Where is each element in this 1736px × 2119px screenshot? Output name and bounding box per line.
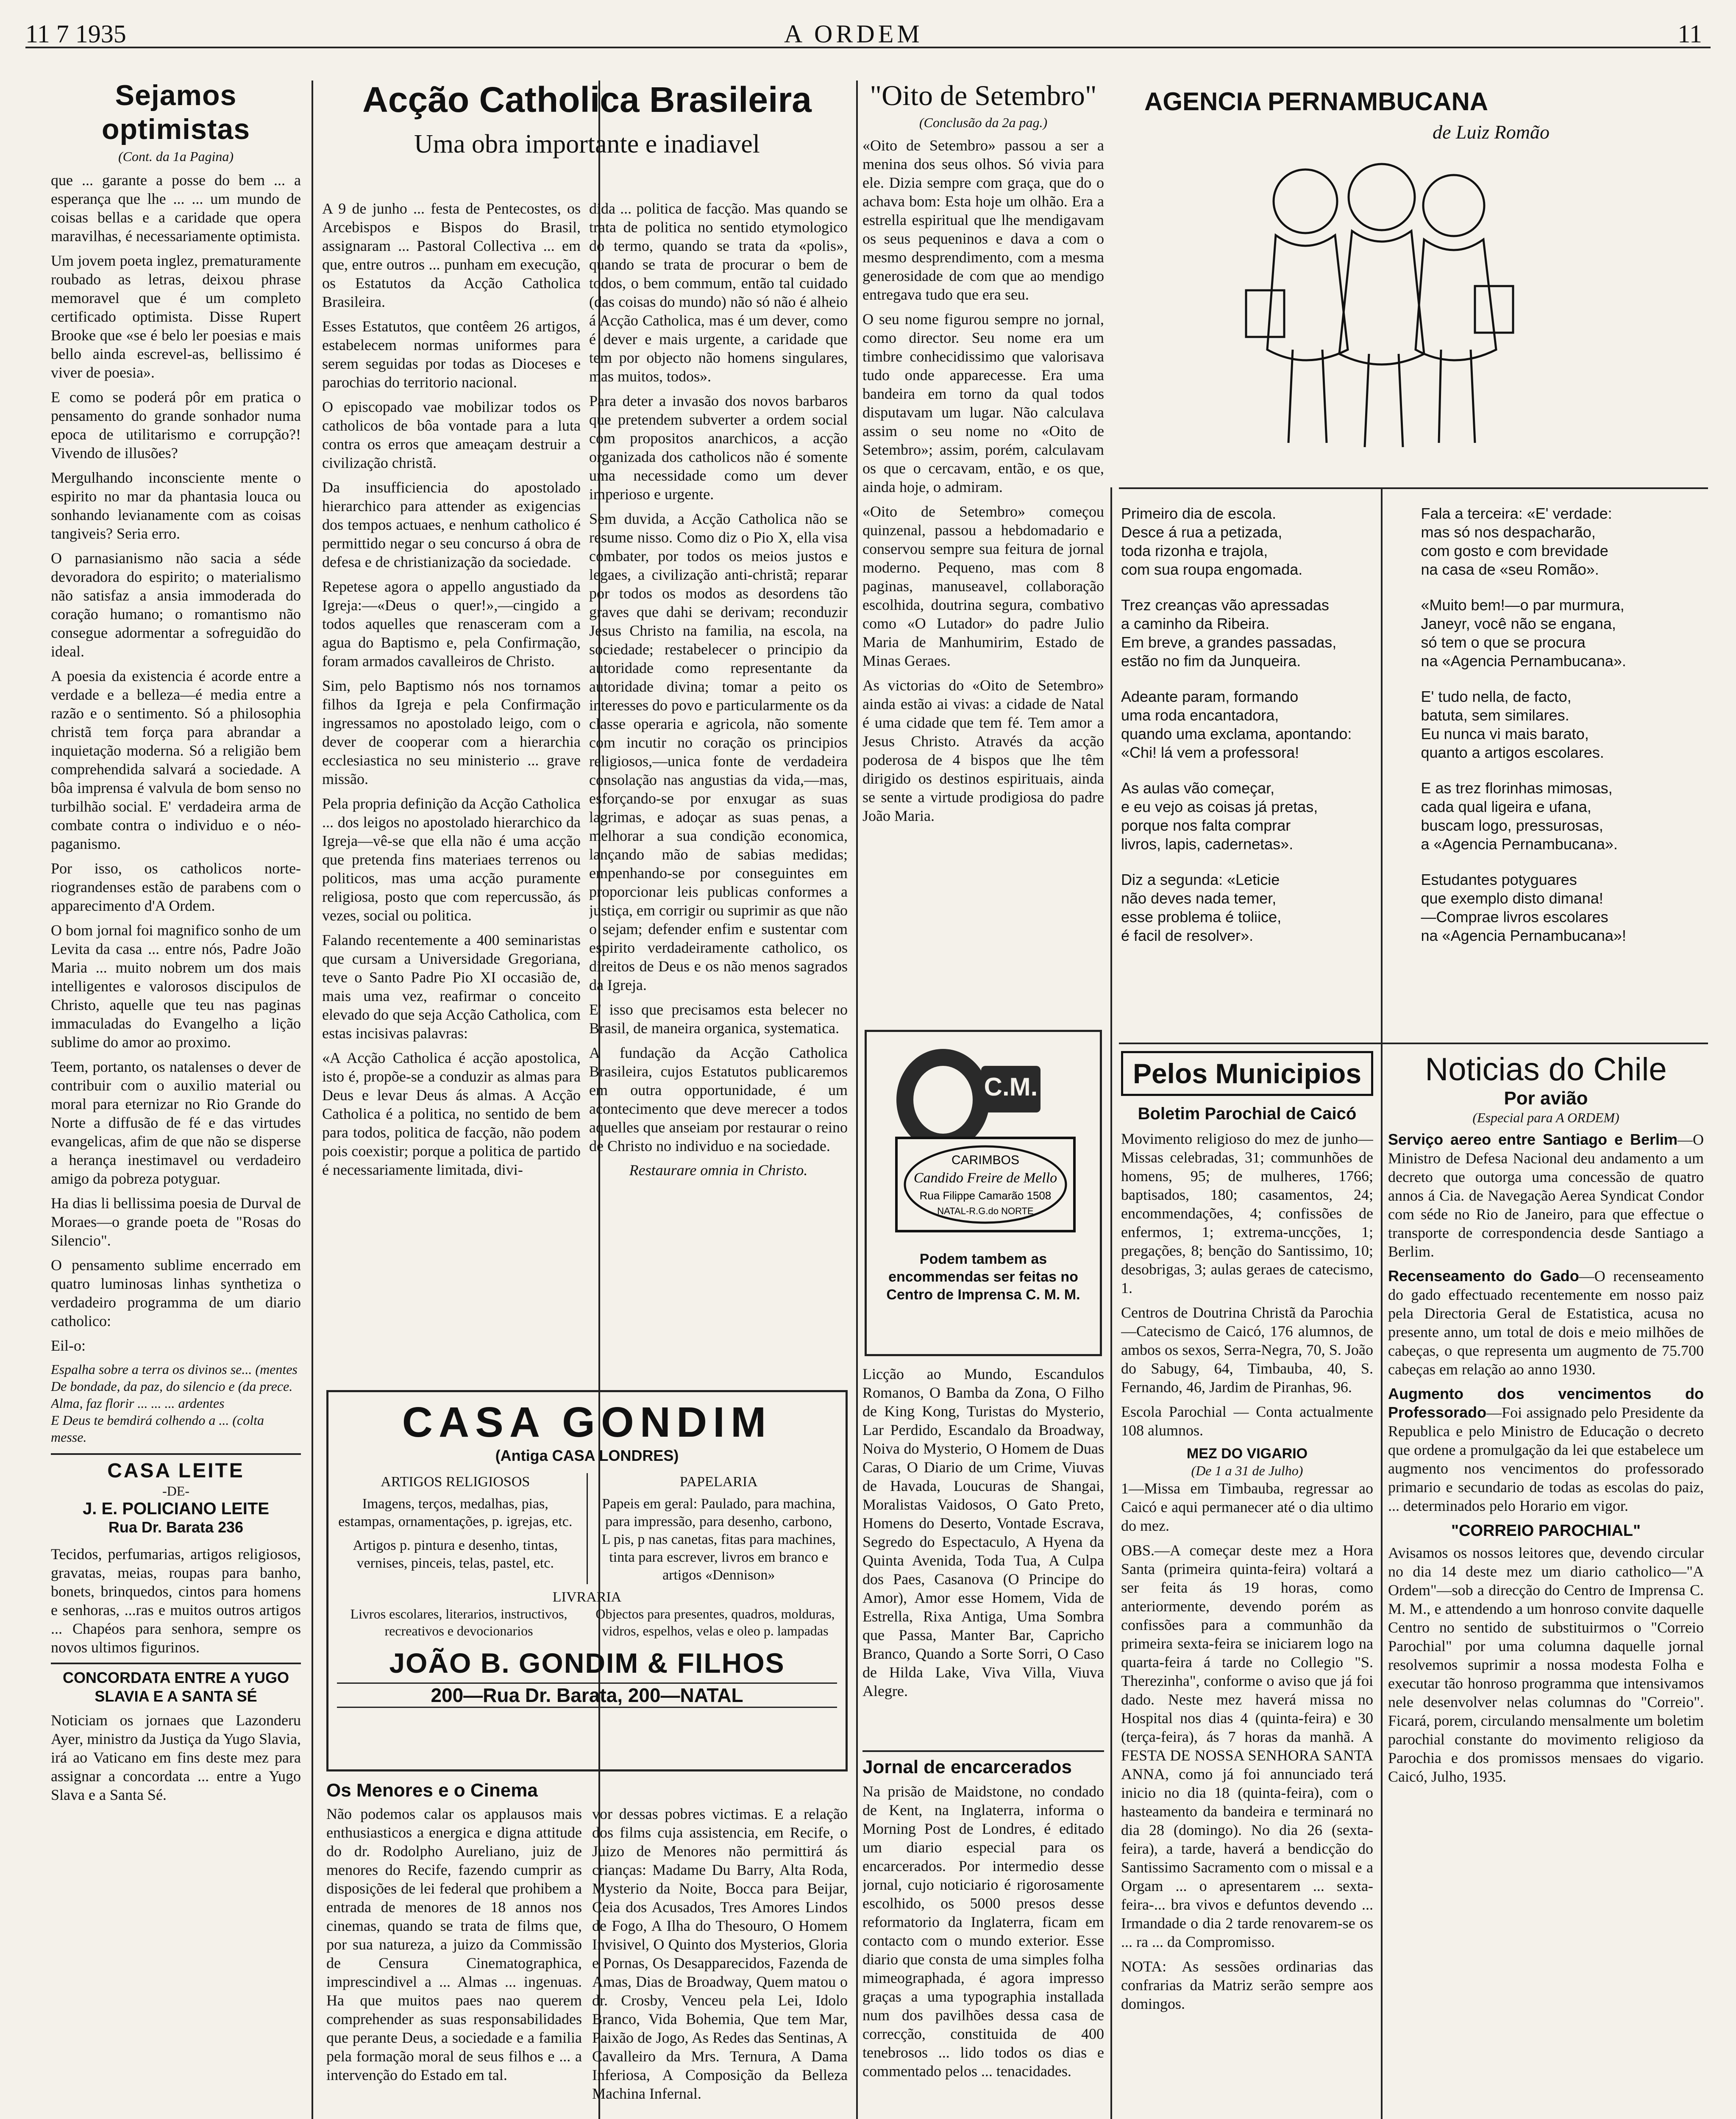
paragraph: NOTA: As sessões ordinarias das confrarias da Matriz serão sempre aos domingos. (1121, 1958, 1373, 2012)
paragraph: «A Acção Catholica é acção apostolica, isto é, propõe-se a conduzir as almas para Deus e levar Deus ás almas. A Acção Catholica é a politica, no sentido de bem para todos, politica de facção, não podem pois coexistir; porque a politica de partido é necessariamente limitada, divi- (322, 1049, 581, 1178)
casa-gondim-ad (326, 1390, 848, 1771)
ad-title: AGENCIA PERNAMBUCANA (1144, 87, 1488, 116)
paragraph: Por isso, os catholicos norte-riograndenses estão de parabens com o apparecimento d'A Ordem. (51, 860, 301, 914)
stanza-line: livros, lapis, cadernetas». (1121, 835, 1294, 853)
stanza (1121, 504, 1404, 579)
ad-de: -DE- (162, 1483, 189, 1499)
paragraph: Esses Estatutos, que contêem 26 artigos, estabelecem normas uniformes para serem seguidas por todas as Dioceses e parochias do territorio nacional. (322, 318, 581, 391)
stanza-line: na casa de «seu Romão». (1421, 561, 1599, 578)
papelaria-head: PAPELARIA (679, 1474, 758, 1490)
paragraph: Sem duvida, a Acção Catholica não se resume nisso. Como diz o Pio X, ella visa combater, por todos os meios justos e legaes, a civilização anti-christã; reparar por todos os modos as desordens tão graves que dahi se derivam; reconduzir Jesus Christo na familia, na escola, na sociedade; restabelecer o principio da autoridade como representante da autoridade divina; tomar a peito os interesses do povo e particularmente os da classe operaria e agricola, não somente com incutir no coração os principios religiosos,—unica fonte de verdadeira consolação nas angustias da vida,—mas, esforçando-se por enxugar as suas lagrimas, e adoçar as suas penas, a melhorar a sua condição economica, lançando mão de sabias medidas; empenhando-se por conseguintes em proporcionar leis publicas conformes a justiça, em corrigir ou suprimir as que não o sejam; defender enfim e sustentar com espirito verdadeiramente catholico, os direitos de Deus e os não menos sagrados da Igreja. (589, 510, 848, 993)
stanza-line: estão no fim da Junqueira. (1121, 652, 1301, 670)
special-note: (Especial para A ORDEM) (1472, 1110, 1619, 1125)
religious-head: ARTIGOS RELIGIOSOS (381, 1474, 530, 1490)
stanza-line: Diz a segunda: «Leticie (1121, 871, 1280, 888)
poem-line: De bondade, da paz, do silencio e (da prece. (51, 1379, 293, 1394)
paragraph: Repetese agora o appello angustiado da Igreja:—«Deus o quer!»,—cingido a todos aquelles que renasceram com a agua do Baptismo e, pela Confirmação, foram armados cavalleiros de Christo. (322, 578, 581, 670)
article-title: Jornal de encarcerados (862, 1757, 1072, 1777)
paragraph: que ... garante a posse do bem ... a esperança que lhe ... ... um mundo de coisas bellas e a caridade que opera maravilhas, é necessariamente optimista. (51, 172, 301, 245)
ad-title: CASA LEITE (107, 1460, 245, 1482)
poem-left (1121, 504, 1404, 962)
article-subtitle: Uma obra importante e inadiavel (414, 130, 760, 159)
paragraph: A fundação da Acção Catholica Brasileira, cujos Estatutos publicaremos em outra opportunidade, é um acontecimento que deve merecer a todos aquelles que anseiam por restaurar o reino de Christo no individuo e na sociedade. (589, 1044, 848, 1154)
stanza (1421, 504, 1704, 579)
paragraph: dida ... politica de facção. Mas quando se trata de politica no sentido etymologico do termo, quando se trata da «polis», quando se trata de procurar o bem de todos, o bem commum, então tal cuidado (das coisas do mundo) não só não é alheio á Acção Catholica, mas é um dever, como é dever e mais urgente, a caridade que tem por objecto não homens singulares, mas muitos, todos». (589, 200, 848, 385)
menores-text-b: vor dessas pobres victimas. E a relação dos films cuja assistencia, em Recife, o Juizo de Menores não permittirá ás crianças: Madame Du Barry, Alta Roda, Mysterio da Noite, Bocca para Beijar, Ceia dos Acusados, Tres Amores Lindos de Fogo, A Ilha do Thesouro, O Homem Invisivel, O Quinto dos Mysterios, Gloria e Pornas, Os Desapparecidos, Fazenda de Amas, Dias de Broadway, Quem matou o dr. Crosby, Venceu pela Lei, Idolo Branco, Vida Bohemia, Que tem Mar, Paixão de Jogo, As Redes das Sentinas, A Cavalleiro da Mrs. Ternura, A Dama Inferiosa, A Composição da Belleza Machina Infernal. (592, 1805, 848, 2102)
chile-item-text: —O Ministro de Defesa Nacional deu andamento a um decreto que outorga uma concessão de quatro annos á Cia. de Navegação Aerea Syndicat Condor com séde no Rio de Janeiro, para que effectue o transporte de correspondencia desde Santiago a Berlim. (1388, 1131, 1704, 1260)
column-rule (856, 81, 858, 2119)
boletim-text (1121, 1129, 1373, 1440)
paragraph: Centros de Doutrina Christã da Parochia—Catecismo de Caicó, 176 alumnos, de ambos os sexos, Serra-Negra, 70, S. João do Sabugy, 64, Timbauba, 40, S. Fernando, 46, Jardim de Piranhas, 96. (1121, 1304, 1373, 1396)
stamp-illustration (871, 1036, 1096, 1248)
paragraph: OBS.—A começar deste mez a Hora Santa (primeira quinta-feira) voltará a ser feita ás 19 horas, como anteriormente, devendo porém as confissões para a communhão da primeira sexta-feira se iniciarem logo na quarta-feira á tarde no Collegio "S. Therezinha", conforme o aviso que já foi dado. Neste mez haverá missa no Hospital nos dias 4 (quinta-feira) e 30 (terça-feira), ás 7 horas da manhã. A FESTA DE NOSSA SENHORA SANTA ANNA, como já foi annunciado terá inicio no dia 18 (quinta-feira), com o hasteamento da bandeira e terminará no dia 28 (domingo). No dia 26 (sexta-feira), a tarde, haverá a bendicção do Santissimo Sacramento com o missal e a Orgam ... o apresentarem ... sexta-feira-... bra vivos e defuntos devendo ... Irmandade o dia 2 tarde renovarem-se os ... ra ... da Compromisso. (1121, 1542, 1373, 1950)
poem-right (1421, 504, 1704, 962)
paragraph: Para deter a invasão dos novos barbaros que pretendem subverter a ordem social com propositos anarchicos, a acção organizada dos catholicos não é somente uma necessidade como um dever imperioso e urgente. (589, 392, 848, 503)
divider (1119, 487, 1708, 489)
stanza-line: a caminho da Ribeira. (1121, 615, 1270, 632)
ad-address: 200—Rua Dr. Barata, 200—NATAL (337, 1682, 837, 1708)
livraria-head: LIVRARIA (552, 1589, 622, 1605)
stanza-line: As aulas vão começar, (1121, 779, 1275, 797)
paragraph: O pensamento sublime encerrado em quatro luminosas linhas synthetiza o verdadeiro programma de um diario catholico: (51, 1257, 301, 1329)
motto: Restaurare omnia in Christo. (629, 1162, 808, 1179)
film-list (862, 1365, 1104, 1746)
stanza-line: buscam logo, pressurosas, (1421, 817, 1603, 834)
column-rule (312, 81, 313, 2119)
stanza-line: quanto a artigos escolares. (1421, 744, 1604, 761)
header-date: 11 7 1935 (25, 20, 126, 48)
chile-item (1388, 1267, 1704, 1379)
chile-item-head: Augmento dos vencimentos do Professorado (1388, 1385, 1704, 1421)
paragraph: O bom jornal foi magnifico sonho de um Levita da casa ... entre nós, Padre João Maria ... muito nobrem um dos mais intelligentes e valorosos discipulos de Christo, aquelle que teu nas paginas immaculadas do Evangelho a lição sublime do amor ao proximo. (51, 922, 301, 1051)
boletim-title: Boletim Parochial de Caicó (1138, 1104, 1357, 1123)
carimbos-city: NATAL-R.G.do NORTE (937, 1206, 1034, 1216)
article-body (862, 136, 1104, 825)
stanza-line: que exemplo disto dimana! (1421, 890, 1603, 907)
stanza (1121, 779, 1404, 854)
section-text: Noticiam os jornaes que Lazonderu Ayer, ministro da Justiça da Yugo Slavia, irá ao Vaticano em fins deste mez para assignar a concordata ... entre a Yugo Slava e a Santa Sé. (51, 1712, 301, 1803)
correio-title: "CORREIO PAROCHIAL" (1451, 1522, 1641, 1540)
stanza-line: só tem o que se procura (1421, 634, 1586, 651)
ad-caption: Podem tambem as encommendas ser feitas no Centro de Imprensa C. M. M. (886, 1251, 1080, 1303)
stanza-line: Janeyr, você não se engana, (1421, 615, 1616, 632)
stanza-line: na «Agencia Pernambucana»! (1421, 927, 1626, 944)
paragraph: Ha dias li bellissima poesia de Durval de Moraes—o grande poeta de "Rosas do Silencio". (51, 1195, 301, 1249)
article-title: Os Menores e o Cinema (326, 1780, 538, 1801)
stanza-line: Desce á rua a petizada, (1121, 523, 1283, 541)
stanza (1121, 870, 1404, 945)
chile-item-text: —Foi assignado pelo Presidente da Republica e pelo Ministro de Educação o decreto que ordene a promulgação da lei que estabelece um augmento nos vencimentos do professorado primario e secundario de todas as escolas do paiz, ... determinados pelo Horario em vigor. (1388, 1404, 1704, 1514)
pelos-municipios (1121, 1051, 1373, 2119)
paragraph: Mergulhando inconsciente mente o espirito no mar da phantasia louca ou sonhando levianamente com as coisas tangiveis? Seria erro. (51, 469, 301, 542)
poem-line: Alma, faz florir ... ... ... ardentes (51, 1396, 225, 1411)
stanza-line: «Muito bem!—o par murmura, (1421, 596, 1625, 614)
article-title: "Oito de Setembro" (870, 79, 1097, 111)
encarcerados (862, 1757, 1104, 2119)
stanza-line: com gosto e com brevidade (1421, 542, 1608, 559)
accao-column-b (589, 199, 848, 1382)
mez-text (1121, 1479, 1373, 2013)
children-illustration (1229, 150, 1526, 464)
ad-text: Tecidos, perfumarias, artigos religiosos, gravatas, meias, roupas para banho, bonets, brinquedos, cintos para homens e senhoras, ...ras e muitos outros artigos ... Chapéos para senhora, sempre os novos ultimos figurinos. (51, 1546, 301, 1656)
header-rule (25, 47, 1711, 48)
stanza-line: mas só nos despacharão, (1421, 523, 1596, 541)
livraria-left: Livros escolares, literarios, instructivos, recreativos e devocionarios (350, 1606, 568, 1638)
chile-item (1388, 1130, 1704, 1261)
stanza-line: Eu nunca vi mais barato, (1421, 725, 1589, 742)
ad-owner: J. E. POLICIANO LEITE (82, 1499, 270, 1518)
stanza-line: Adeante param, formando (1121, 688, 1299, 705)
article-body (322, 199, 581, 1179)
stanza-line: não deves nada temer, (1121, 890, 1277, 907)
stanza-line: Primeiro dia de escola. (1121, 505, 1277, 522)
carimbos-address: Rua Filippe Camarão 1508 (919, 1189, 1052, 1202)
paragraph: O seu nome figurou sempre no jornal, como director. Seu nome era um timbre conhecidissimo que valorisava tudo onde apparecesse. Era uma bandeira em torno da qual todos disputavam um lugar. Não calculava assim o seu nome no «Oito de Setembro»; assim, porém, calculavam os que o cercavam, então, e os que, ainda hoje, o admiram. (862, 311, 1104, 495)
column-optimistas (51, 78, 301, 2119)
stanza-line: Trez creanças vão apressadas (1121, 596, 1329, 614)
paragraph: «Oito de Setembro» passou a ser a menina dos seus olhos. Só vivia para ele. Dizia sempre com graça, que do o achava bom: Esta hoje um olhão. Era a estrella espiritual que lhe mendigavam os seus pequeninos e dava a com o mesmo desprendimento, com a mesma generosidade de com que ao mendigo entregava tudo que era seu. (862, 137, 1104, 303)
menores-text-a: Não podemos calar os applausos mais enthusiasticos a energica e digna attitude do dr. Rodolpho Aureliano, juiz de menores do Recife, fazendo cumprir as disposições de lei federal que prohibem a entrada de menores de 18 annos nos cinemas, quando se trata de films que, por sua natureza, a juizo da Commissão de Censura Cinematographica, imprescindivel a ... Almas ... ingenuas. Ha que muitos paes nao querem comprehender as suas responsabilidades que perante Deus, a sociedade e a familia pela formação moral de seus filhos e ... a intervenção do Estado em tal. (326, 1805, 582, 2083)
paragraph: «Oito de Setembro» começou quinzenal, passou a hebdomadario e conservou sempre sua feitura de jornal moderno. Pequeno, mas com 8 paginas, manuseavel, collaboração escolhida, doutrina segura, combativo como «O Lutador» do padre Julio Maria de Manhumirim, Estado de Minas Geraes. (862, 503, 1104, 669)
article-body (589, 199, 848, 1155)
paragraph: Um jovem poeta inglez, prematuramente roubado as letras, deixou phrase memoravel que é um completo certificado optimista. Disse Rupert Brooke que «se é belo ler poesias e mais bello ainda escrevel-as, bellissimo é viver de poesia». (51, 252, 301, 381)
section-title: Pelos Municipios (1121, 1051, 1373, 1096)
paragraph: As victorias do «Oito de Setembro» ainda estão ai vivas: a cidade de Natal é uma cidade que tem fé. Tem amor a Jesus Christo. Através da acção poderosa de 4 bispos que lhe têm dirigido os destinos espirituais, ainda se sente a virtude prodigiosa do padre João Maria. (862, 677, 1104, 824)
stanza-line: toda rizonha e trajola, (1121, 542, 1268, 559)
carimbos-name: Candido Freire de Mello (913, 1170, 1057, 1186)
stanza-line: Fala a terceira: «E' verdade: (1421, 505, 1612, 522)
religious-text: Imagens, terços, medalhas, pias, estampas, ornamentações, p. igrejas, etc. (338, 1496, 573, 1529)
stanza (1421, 687, 1704, 762)
stanza-line: na «Agencia Pernambucana». (1421, 652, 1626, 670)
noticias-chile (1388, 1051, 1704, 2119)
poem-line: Espalha sobre a terra os divinos se... (mentes (51, 1362, 298, 1377)
ad-firm: JOÃO B. GONDIM & FILHOS (389, 1647, 785, 1679)
article-title: Sejamos optimistas (101, 79, 250, 145)
stanza-line: quando uma exclama, apontando: (1121, 725, 1352, 742)
column-rule (1110, 487, 1112, 2119)
livraria-right: Objectos para presentes, quadros, molduras, vidros, espelhos, velas e oleo p. lampadas (595, 1606, 835, 1638)
carimbos-label: CARIMBOS (951, 1153, 1020, 1167)
header-paper-name: A ORDEM (784, 20, 923, 48)
paragraph: O episcopado vae mobilizar todos os catholicos de bôa vontade para a luta contra os erros que ameaçam destruir a civilização christã. (322, 398, 581, 471)
paragraph: Falando recentemente a 400 seminaristas que cursam a Universidade Gregoriana, teve o Santo Padre Pio XI occasião de, mais uma vez, reafirmar o conceito elevado do que seja Acção Catholica, com estas incisivas palavras: (322, 932, 581, 1042)
stanza-line: esse problema é toliice, (1121, 908, 1282, 926)
paragraph: 1—Missa em Timbauba, regressar ao Caicó e aqui permanecer até o dia ultimo do mez. (1121, 1480, 1373, 1534)
stanza (1121, 596, 1404, 670)
ad-title: CASA GONDIM (402, 1399, 772, 1446)
poem-line: E Deus te bemdirá colhendo a ... (colta messe. (51, 1413, 264, 1445)
stanza (1421, 779, 1704, 854)
divider (1119, 1043, 1708, 1044)
svg-text:C.M.: C.M. (984, 1073, 1038, 1101)
mez-title: MEZ DO VIGARIO (1186, 1446, 1308, 1462)
stanza-line: e eu vejo as coisas já pretas, (1121, 798, 1318, 815)
article-continued: (Conclusão da 2a pag.) (919, 115, 1048, 130)
chile-item-text: —O recenseamento do gado effectuado recentemente em nosso paiz pela Directoria Geral de Estatistica, acusa no presente anno, um total de dois e meio milhões de cabeças, o que representa um augmento de 75.700 cabeças em relação ao anno 1930. (1388, 1268, 1704, 1378)
section-sub: Por avião (1504, 1088, 1588, 1109)
chile-items (1388, 1130, 1704, 1515)
paragraph: Sim, pelo Baptismo nós nos tornamos filhos da Igreja e pela Confirmação ingressamos no apostolado leigo, com o dever de cooperar com a hierarchia ecclesiastica no seu ministerio ... grave missão. (322, 677, 581, 787)
stanza-line: uma roda encantadora, (1121, 706, 1279, 724)
stanza (1121, 687, 1404, 762)
stanza-line: Em breve, a grandes passadas, (1121, 634, 1337, 651)
menores-cinema (326, 1780, 848, 2119)
carimbos-ad (865, 1030, 1102, 1356)
paragraph: O parnasianismo não sacia a séde devoradora do espirito; o materialismo não satisfaz a ansia immoderada do coração humano; o romantismo não consegue adormentar a sofreguidão do ideal. (51, 550, 301, 660)
correio-text: Avisamos os nossos leitores que, devendo circular no dia 14 deste mez um diario catholico—"A Ordem"—sob a direcção do Centro de Imprensa C. M. M., e attendendo a um honroso convite daquelle Centro no sentido de substituirmos o "Correio Parochial" por uma columna daquelle jornal resolvemos suprimir a nossa modesta Folha e executar tão honroso programma que intensivamos nele desenvolver nelas columnas do "Correio". Ficará, porem, circulando mensalmente um boletim parochial constante do movimento religioso da Parochia e dos promissos mensaes do vigario. Caicó, Julho, 1935. (1388, 1544, 1704, 1785)
stanza (1421, 870, 1704, 945)
header-page-number: 11 (1678, 20, 1702, 48)
paragraph: E' isso que precisamos esta belecer no Brasil, de maneira organica, systematica. (589, 1001, 848, 1037)
chile-item-head: Recenseamento do Gado (1388, 1267, 1579, 1285)
paragraph: E como se poderá pôr em pratica o pensamento do grande sonhador numa epoca de utilitarismo e corrupção?! Vivendo de illusões? (51, 389, 301, 462)
stanza-line: E' tudo nella, de facto, (1421, 688, 1572, 705)
accao-column-a (322, 199, 581, 1382)
section-title: CONCORDATA ENTRE A YUGO SLAVIA E A SANTA SÉ (62, 1669, 289, 1705)
paragraph: Teem, portanto, os natalenses o dever de contribuir com o auxilio material ou moral para eternizar no Rio Grande do Norte a diffusão de fé e das virtudes evangelicas, afim de que não se disperse a herança inestimavel ou verdadeiro amigo da pobreza potyguar. (51, 1058, 301, 1187)
stanza (1421, 596, 1704, 670)
article-text: Na prisão de Maidstone, no condado de Kent, na Inglaterra, informa o Morning Post de Londres, é editado um diario especial para os encarcerados. Por intermedio desse jornal, cujo noticiario é rigorosamente escolhido, os 5000 presos desse reformatorio da Inglaterra, ficam em contacto com o mundo exterior. Esse diario que consta de uma simples folha mimeographada, é agora impresso graças a uma typographia installada num dos pavilhões dessa casa de correcção, constituida de 400 tenebrosos ... lido todos os dias e commentado pelos ... tenacidades. (862, 1783, 1104, 2080)
paragraph: Movimento religioso do mez de junho—Missas celebradas, 31; communhões de homens, 95; de mulheres, 1766; baptisados, 180; casamentos, 24; encommendações, 4; confissões de enfermos, 1; extrema-uncções, 1; pregações, 8; benção do Santissimo, 10; desobrigas, 3; aulas geraes de catecismo, 1. (1121, 1130, 1373, 1296)
stanza-line: batuta, sem similares. (1421, 706, 1569, 724)
section-title: Noticias do Chile (1425, 1051, 1667, 1087)
stanza-line: —Comprae livros escolares (1421, 908, 1608, 926)
ad-subtitle: de Luiz Romão (1433, 121, 1550, 143)
poem (51, 1361, 301, 1446)
stanza-line: cada qual ligeira e ufana, (1421, 798, 1591, 815)
accao-header (322, 78, 852, 159)
chile-item-head: Serviço aereo entre Santiago e Berlim (1388, 1131, 1678, 1148)
paragraph: Da insufficiencia do apostolado hierarchico para attender as exigencias dos tempos actuaes, e nenhum catholico é permittido negar o seu concurso á obra de defesa e de christianização da sociedade. (322, 479, 581, 570)
painting-text: Artigos p. pintura e desenho, tintas, vernises, pinceis, telas, pastel, etc. (353, 1538, 558, 1571)
stanza-line: é facil de resolver». (1121, 927, 1254, 944)
stanza-line: porque nos falta comprar (1121, 817, 1291, 834)
divider (862, 1750, 1104, 1752)
paragraph: Escola Parochial — Conta actualmente 108 alumnos. (1121, 1403, 1373, 1439)
agencia-header (1119, 78, 1704, 481)
stanza-line: a «Agencia Pernambucana». (1421, 835, 1618, 853)
divider (51, 1453, 301, 1455)
film-list-text: Licção ao Mundo, Escandulos Romanos, O Bamba da Zona, O Filho de King Kong, Turistas do Mysterio, Lar Perdido, Escandalo da Broadway, Noiva do Mysterio, O Homem de Duas Caras, O Diario de um Crime, Viuvas de Havada, Loucuras de Shangai, Moralistas Vaidosos, O Gato Preto, Homens do Deserto, Vontade Escrava, Segredo do Espectaculo, A Hyena da Quinta Avenida, Toda Tua, A Culpa dos Paes, Casanova (O Principe do Amor), Amor esse Homem, Vida de Estrella, Rixa Antiga, Uma Sombra que Passa, Manter Bar, Capricho Branco, Quando a Sorte Sorri, O Caso de Hilda Lake, Viva Villa, Viuva Alegre. (862, 1365, 1104, 1699)
article-continued: (Cont. da 1a Pagina) (118, 149, 234, 164)
stanza-line: E as trez florinhas mimosas, (1421, 779, 1613, 797)
stanza-line: Estudantes potyguares (1421, 871, 1577, 888)
paragraph: Eil-o: (51, 1337, 86, 1354)
article-title: Acção Catholica Brasileira (362, 80, 812, 120)
paragraph: A 9 de junho ... festa de Pentecostes, os Arcebispos e Bispos do Brasil, assignaram ... Pastoral Collectiva ... em que, entre outros ... punham em execução, os Estatutos da Acção Catholica Brasileira. (322, 200, 581, 310)
divider (51, 1663, 301, 1664)
mez-sub: (De 1 a 31 de Julho) (1191, 1463, 1303, 1478)
oito-setembro (862, 78, 1104, 1036)
paragraph: Pela propria definição da Acção Catholica ... dos leigos no apostolado hierarchico da Igreja—vê-se que ella não é uma acção que pretenda fins materiaes terrenos ou politicos, mas uma acção puramente religiosa, posto que com repercussão, ás vezes, social ou politica. (322, 795, 581, 924)
ad-address: Rua Dr. Barata 236 (108, 1518, 244, 1536)
paragraph: A poesia da existencia é acorde entre a verdade e a belleza—é media entre a razão e o sentimento. Só a philosophia christã tem força para abrandar a inquietação moderna. Só a religião bem comprehendida salvará a sociedade. A bôa imprensa é valvula de bom senso no turbilhão social. E' verdadeira arma de combate contra o individuo e o néo-paganismo. (51, 667, 301, 852)
ad-subtitle: (Antiga CASA LONDRES) (495, 1447, 679, 1464)
papelaria-text: Papeis em geral: Paulado, para machina, para impressão, para desenho, carbono, L pis, p nas canetas, fitas para machines, tinta para escrever, livros em branco e artigos «Dennison» (601, 1496, 836, 1583)
stanza-line: «Chi! lá vem a professora! (1121, 744, 1299, 761)
stanza-line: com sua roupa engomada. (1121, 561, 1303, 578)
agencia-poem (1121, 504, 1704, 1047)
article-body (51, 171, 301, 1355)
chile-item (1388, 1385, 1704, 1515)
